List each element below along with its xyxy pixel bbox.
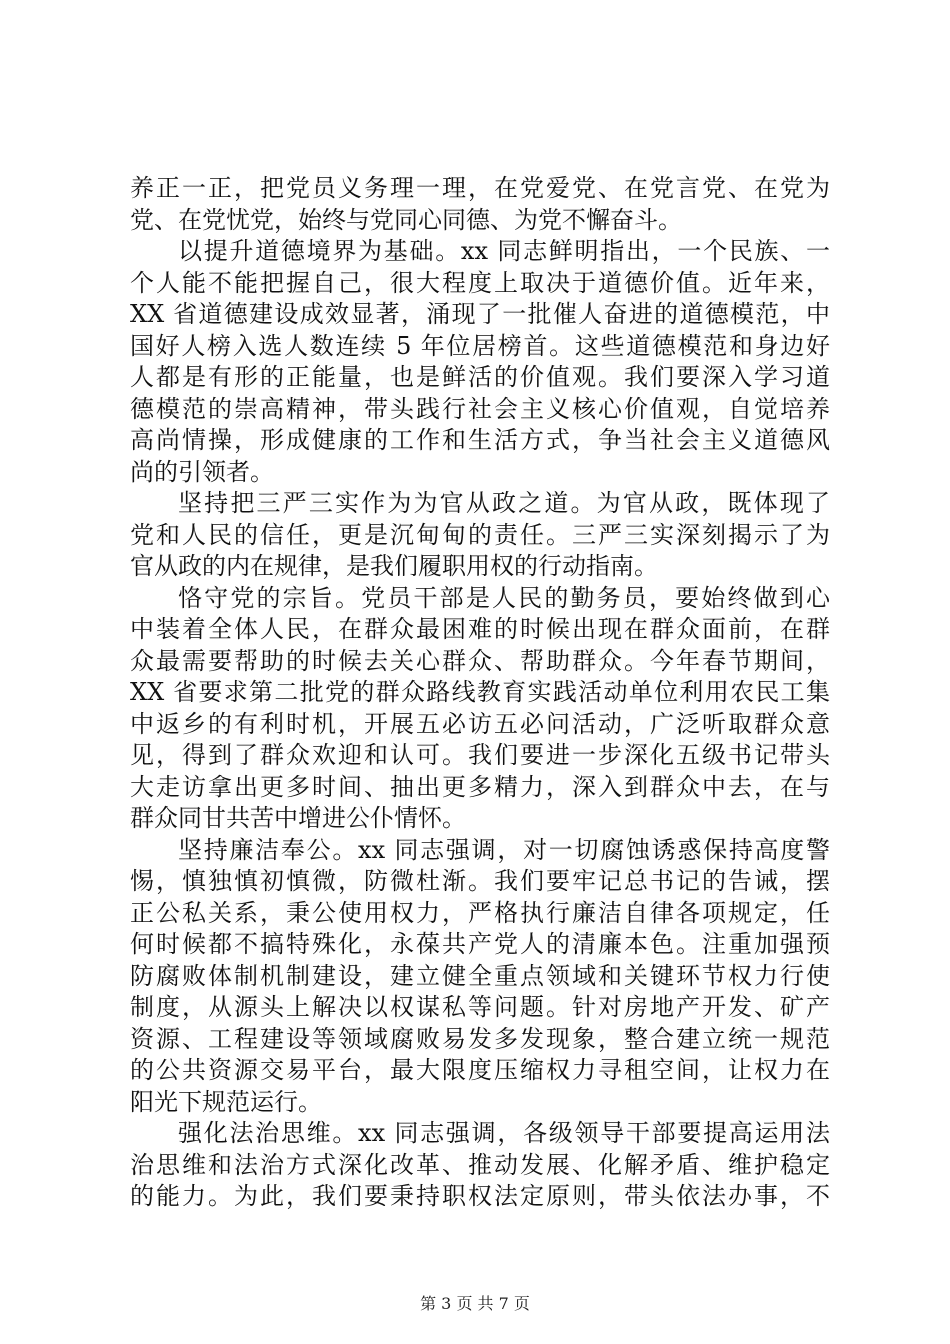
- text-line: 正公私关系，秉公使用权力，严格执行廉洁自律各项规定，任: [130, 898, 830, 927]
- text-line: 强化法治思维。xx 同志强调，各级领导干部要提高运用法: [178, 1119, 830, 1147]
- text-line: 的能力。为此，我们要秉持职权法定原则，带头依法办事，不: [130, 1182, 830, 1210]
- text-line: XX 省要求第二批党的群众路线教育实践活动单位利用农民工集: [130, 678, 830, 706]
- text-line: XX 省道德建设成效显著，涌现了一批催人奋进的道德模范，中: [130, 300, 830, 328]
- text-line: 中返乡的有利时机，开展五必访五必问活动，广泛听取群众意: [130, 709, 830, 738]
- text-line: 的公共资源交易平台，最大限度压缩权力寻租空间，让权力在: [130, 1056, 830, 1084]
- text-line: 恪守党的宗旨。党员干部是人民的勤务员，要始终做到心: [178, 583, 830, 612]
- text-line: 官从政的内在规律，是我们履职用权的行动指南。: [130, 552, 658, 580]
- text-line: 党、在党忧党，始终与党同心同德、为党不懈奋斗。: [130, 205, 682, 234]
- text-line: 坚持把三严三实作为为官从政之道。为官从政，既体现了: [178, 489, 830, 517]
- text-line: 众最需要帮助的时候去关心群众、帮助群众。今年春节期间，: [130, 646, 830, 675]
- text-line: 资源、工程建设等领域腐败易发多发现象，整合建立统一规范: [130, 1024, 830, 1053]
- text-line: 尚的引领者。: [130, 457, 274, 486]
- text-line: 群众同甘共苦中增进公仆情怀。: [130, 804, 466, 832]
- text-line: 个人能不能把握自己，很大程度上取决于道德价值。近年来，: [130, 268, 830, 297]
- text-line: 高尚情操，形成健康的工作和生活方式，争当社会主义道德风: [130, 426, 830, 454]
- text-line: 养正一正，把党员义务理一理，在党爱党、在党言党、在党为: [130, 174, 830, 202]
- text-line: 见，得到了群众欢迎和认可。我们要进一步深化五级书记带头: [130, 741, 830, 769]
- text-line: 治思维和法治方式深化改革、推动发展、化解矛盾、维护稳定: [130, 1150, 830, 1179]
- text-line: 惕，慎独慎初慎微，防微杜渐。我们要牢记总书记的告诫，摆: [130, 867, 830, 895]
- text-line: 人都是有形的正能量，也是鲜活的价值观。我们要深入学习道: [130, 363, 830, 391]
- text-line: 以提升道德境界为基础。xx 同志鲜明指出，一个民族、一: [178, 237, 830, 265]
- text-line: 制度，从源头上解决以权谋私等问题。针对房地产开发、矿产: [130, 993, 830, 1021]
- page-footer: 第 3 页 共 7 页: [420, 1294, 530, 1313]
- text-line: 何时候都不搞特殊化，永葆共产党人的清廉本色。注重加强预: [130, 930, 830, 958]
- body-text: [130, 173, 830, 1213]
- text-line: 国好人榜入选人数连续 5 年位居榜首。这些道德模范和身边好: [130, 331, 830, 360]
- text-line: 阳光下规范运行。: [130, 1087, 322, 1116]
- text-line: 防腐败体制机制建设，建立健全重点领域和关键环节权力行使: [130, 961, 830, 990]
- text-line: 党和人民的信任，更是沉甸甸的责任。三严三实深刻揭示了为: [130, 520, 830, 549]
- text-line: 大走访拿出更多时间、抽出更多精力，深入到群众中去，在与: [130, 772, 830, 801]
- text-line: 德模范的崇高精神，带头践行社会主义核心价值观，自觉培养: [130, 394, 830, 423]
- text-line: 中装着全体人民，在群众最困难的时候出现在群众面前，在群: [130, 615, 830, 643]
- text-line: 坚持廉洁奉公。xx 同志强调，对一切腐蚀诱惑保持高度警: [178, 835, 830, 864]
